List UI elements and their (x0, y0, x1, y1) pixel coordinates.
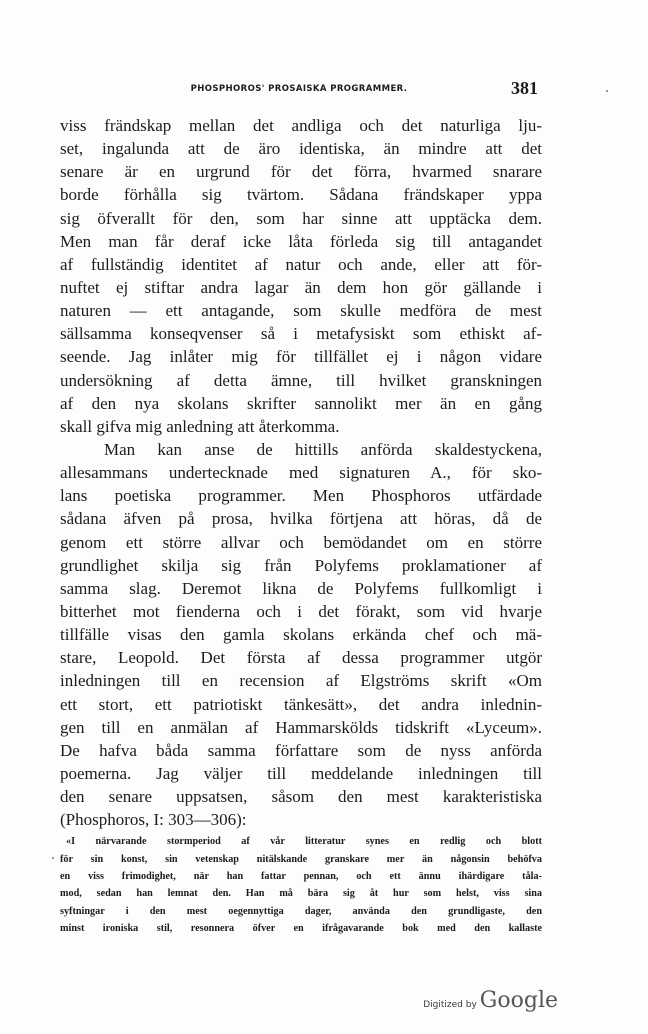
page-header (60, 78, 538, 102)
text-line: set, ingalunda att de äro identiska, än mindre att det (60, 139, 542, 159)
text-line: gen till en anmälan af Hammarskölds tidskrift «Lyceum». (60, 717, 542, 737)
text-line: skall gifva mig anledning att återkomma. (60, 416, 340, 436)
text-line: inledningen till en recension af Elgströms skrift «Om (60, 671, 542, 691)
text-line: naturen — ett antagande, som skulle medföra de mest (60, 301, 542, 321)
running-head: PHOSPHOROS' PROSAISKA PROGRAMMER. (190, 84, 408, 94)
scan-speck (52, 857, 54, 859)
google-logo: Google (479, 988, 558, 1013)
text-line: poemerna. Jag väljer till meddelande inledningen till (60, 763, 542, 783)
text-line: af fullständig identitet af natur och ande, eller att för- (60, 254, 542, 274)
footnote-line: minst ironiska stil, resonnera öfver en ifrågavarande bok med den kallaste (60, 922, 542, 934)
text-line: Man kan anse de hittills anförda skaldestyckena, (104, 439, 542, 459)
text-line: sig öfverallt för den, som har sinne att upptäcka dem. (60, 208, 542, 228)
text-line: De hafva båda samma författare som de nyss anförda (60, 740, 542, 760)
text-line: tillfälle visas den gamla skolans erkända chef och mä- (60, 625, 542, 645)
text-line: den senare uppsatsen, såsom den mest karakteristiska (60, 787, 542, 807)
text-line: genom ett större allvar och bemödandet om en större (60, 532, 542, 552)
footnote-line: en viss frimodighet, när han fattar pennan, och ett ännu ihärdigare tåla- (60, 870, 542, 882)
text-line: ett stort, ett patriotiskt tänkesätt», det andra inlednin- (60, 694, 542, 714)
footnote-line: mod, sedan han lemnat den. Han må bära sig åt hur som helst, viss sina (60, 888, 542, 900)
text-line: Men man får deraf icke låta förleda sig till antagandet (60, 231, 542, 251)
footnote-line: för sin konst, sin vetenskap nitälskande granskare mer än någonsin behöfva (60, 853, 542, 865)
text-line: af den nya skolans skrifter sannolikt mer än en gång (60, 393, 542, 413)
footnote-line: «I närvarande stormperiod af vår litteratur synes en redlig och blott (66, 836, 542, 848)
text-line: seende. Jag inlåter mig för tillfället ej i någon vidare (60, 347, 542, 367)
text-line: borde förhålla sig tvärtom. Sådana frändskaper yppa (60, 185, 542, 205)
scan-speck (606, 90, 608, 92)
text-line: bitterhet mot fienderna och i det förakt, som vid hvarje (60, 601, 542, 621)
text-line: senare är en urgrund för det förra, hvarmed snarare (60, 162, 542, 182)
footnote-line: syftningar i den mest oegennyttiga dager, använda den grundligaste, den (60, 905, 542, 917)
text-line: allesammans undertecknade med signaturen A., för sko- (60, 463, 542, 483)
text-line: lans poetiska programmer. Men Phosphoros utfärdade (60, 486, 542, 506)
text-line: stare, Leopold. Det första af dessa programmer utgör (60, 648, 542, 668)
quoted-footnote (60, 833, 542, 937)
page-number: 381 (511, 78, 538, 98)
watermark-prefix: Digitized by (423, 1000, 477, 1010)
text-line: nuftet ej stiftar andra lagar än dem hon gör gällande i (60, 277, 542, 297)
text-line: samma slag. Deremot likna de Polyfems fullkomligt i (60, 578, 542, 598)
digitized-watermark (423, 988, 558, 1013)
text-line: undersökning af detta ämne, till hvilket granskningen (60, 370, 542, 390)
text-line: grundlighet skilja sig från Polyfems proklamationer af (60, 555, 542, 575)
text-line: sådana äfven på prosa, hvilka förtjena att höras, då de (60, 509, 542, 529)
text-line: (Phosphoros, I: 303—306): (60, 810, 247, 830)
text-line: sällsamma konseqvenser så i metafysiskt som ethiskt af- (60, 324, 542, 344)
body-text (60, 114, 542, 937)
text-line: viss frändskap mellan det andliga och det naturliga lju- (60, 116, 542, 135)
